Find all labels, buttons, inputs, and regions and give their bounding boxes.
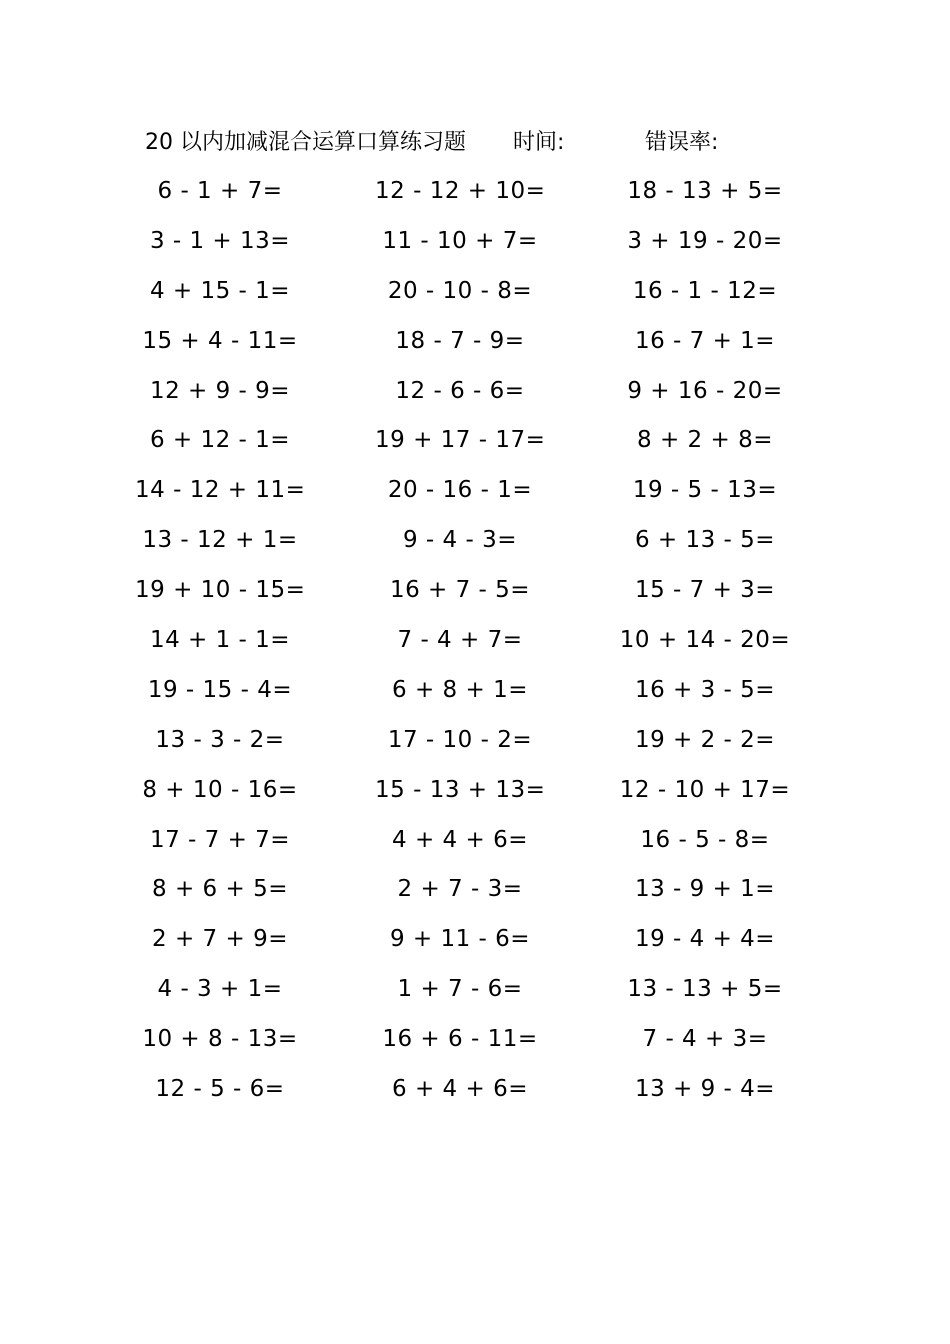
arithmetic-problem: 12 - 6 - 6=: [395, 377, 525, 404]
arithmetic-problem: 9 - 4 - 3=: [402, 527, 517, 554]
arithmetic-problem: 13 - 12 + 1=: [142, 527, 298, 554]
arithmetic-problem: 9 + 11 - 6=: [389, 926, 531, 953]
arithmetic-problem: 15 + 4 - 11=: [142, 327, 298, 354]
arithmetic-problem: 16 + 7 - 5=: [389, 577, 531, 604]
arithmetic-problem: 6 + 13 - 5=: [634, 527, 776, 554]
arithmetic-problem: 19 - 5 - 13=: [632, 477, 778, 504]
arithmetic-problem: 11 - 10 + 7=: [382, 227, 538, 254]
arithmetic-problem: 14 - 12 + 11=: [135, 477, 306, 504]
arithmetic-problem: 15 - 13 + 13=: [375, 776, 546, 803]
arithmetic-problem: 10 + 14 - 20=: [619, 627, 791, 654]
arithmetic-problem: 8 + 2 + 8=: [637, 427, 773, 454]
arithmetic-problem: 16 - 7 + 1=: [634, 327, 776, 354]
arithmetic-problem: 1 + 7 - 6=: [397, 976, 523, 1003]
arithmetic-problem: 18 - 7 - 9=: [395, 327, 525, 354]
arithmetic-problem: 19 + 17 - 17=: [375, 427, 546, 454]
problem-column-2: [375, 175, 545, 1123]
arithmetic-problem: 9 + 16 - 20=: [627, 377, 783, 404]
arithmetic-problem: 13 + 9 - 4=: [634, 1076, 776, 1103]
arithmetic-problem: 6 + 12 - 1=: [149, 427, 291, 454]
arithmetic-problem: 8 + 10 - 16=: [142, 776, 298, 803]
arithmetic-problem: 13 - 9 + 1=: [634, 876, 776, 903]
arithmetic-problem: 6 + 8 + 1=: [392, 676, 528, 703]
arithmetic-problem: 20 - 16 - 1=: [387, 477, 533, 504]
arithmetic-problem: 12 - 5 - 6=: [155, 1076, 285, 1103]
arithmetic-problem: 12 + 9 - 9=: [149, 377, 291, 404]
problem-column-1: [135, 175, 305, 1123]
arithmetic-problem: 2 + 7 + 9=: [152, 926, 288, 953]
arithmetic-problem: 4 + 15 - 1=: [149, 277, 291, 304]
arithmetic-problem: 12 - 10 + 17=: [619, 776, 791, 803]
arithmetic-problem: 3 + 19 - 20=: [627, 227, 783, 254]
arithmetic-problem: 16 + 6 - 11=: [382, 1026, 538, 1053]
arithmetic-problem: 13 - 13 + 5=: [627, 976, 783, 1003]
arithmetic-problem: 7 - 4 + 7=: [397, 627, 523, 654]
arithmetic-problem: 15 - 7 + 3=: [634, 577, 776, 604]
arithmetic-problem: 6 - 1 + 7=: [157, 178, 283, 204]
arithmetic-problem: 18 - 13 + 5=: [627, 178, 783, 204]
arithmetic-problem: 4 + 4 + 6=: [392, 826, 528, 853]
arithmetic-problem: 20 - 10 - 8=: [387, 277, 533, 304]
arithmetic-problem: 7 - 4 + 3=: [642, 1026, 768, 1053]
arithmetic-problem: 2 + 7 - 3=: [397, 876, 523, 903]
time-label: 时间:: [513, 130, 565, 155]
arithmetic-problem: 13 - 3 - 2=: [155, 726, 285, 753]
arithmetic-problem: 12 - 12 + 10=: [375, 178, 546, 204]
arithmetic-problem: 6 + 4 + 6=: [392, 1076, 528, 1103]
arithmetic-problem: 10 + 8 - 13=: [142, 1026, 298, 1053]
arithmetic-problem: 19 + 10 - 15=: [135, 577, 306, 604]
arithmetic-problem: 19 + 2 - 2=: [634, 726, 776, 753]
arithmetic-problem: 16 - 5 - 8=: [640, 826, 770, 853]
arithmetic-problem: 14 + 1 - 1=: [149, 627, 291, 654]
arithmetic-problem: 4 - 3 + 1=: [157, 976, 283, 1003]
problem-column-3: [615, 175, 795, 1123]
arithmetic-problem: 16 - 1 - 12=: [632, 277, 778, 304]
worksheet-header: [0, 127, 950, 159]
arithmetic-problem: 19 - 15 - 4=: [147, 676, 293, 703]
arithmetic-problem: 3 - 1 + 13=: [149, 227, 291, 254]
arithmetic-problem: 8 + 6 + 5=: [152, 876, 288, 903]
error-rate-label: 错误率:: [645, 130, 719, 155]
arithmetic-problem: 17 - 10 - 2=: [387, 726, 533, 753]
arithmetic-problem: 17 - 7 + 7=: [149, 826, 291, 853]
arithmetic-problem: 16 + 3 - 5=: [634, 676, 776, 703]
worksheet-title: 20 以内加减混合运算口算练习题: [145, 130, 466, 155]
arithmetic-problem: 19 - 4 + 4=: [634, 926, 776, 953]
